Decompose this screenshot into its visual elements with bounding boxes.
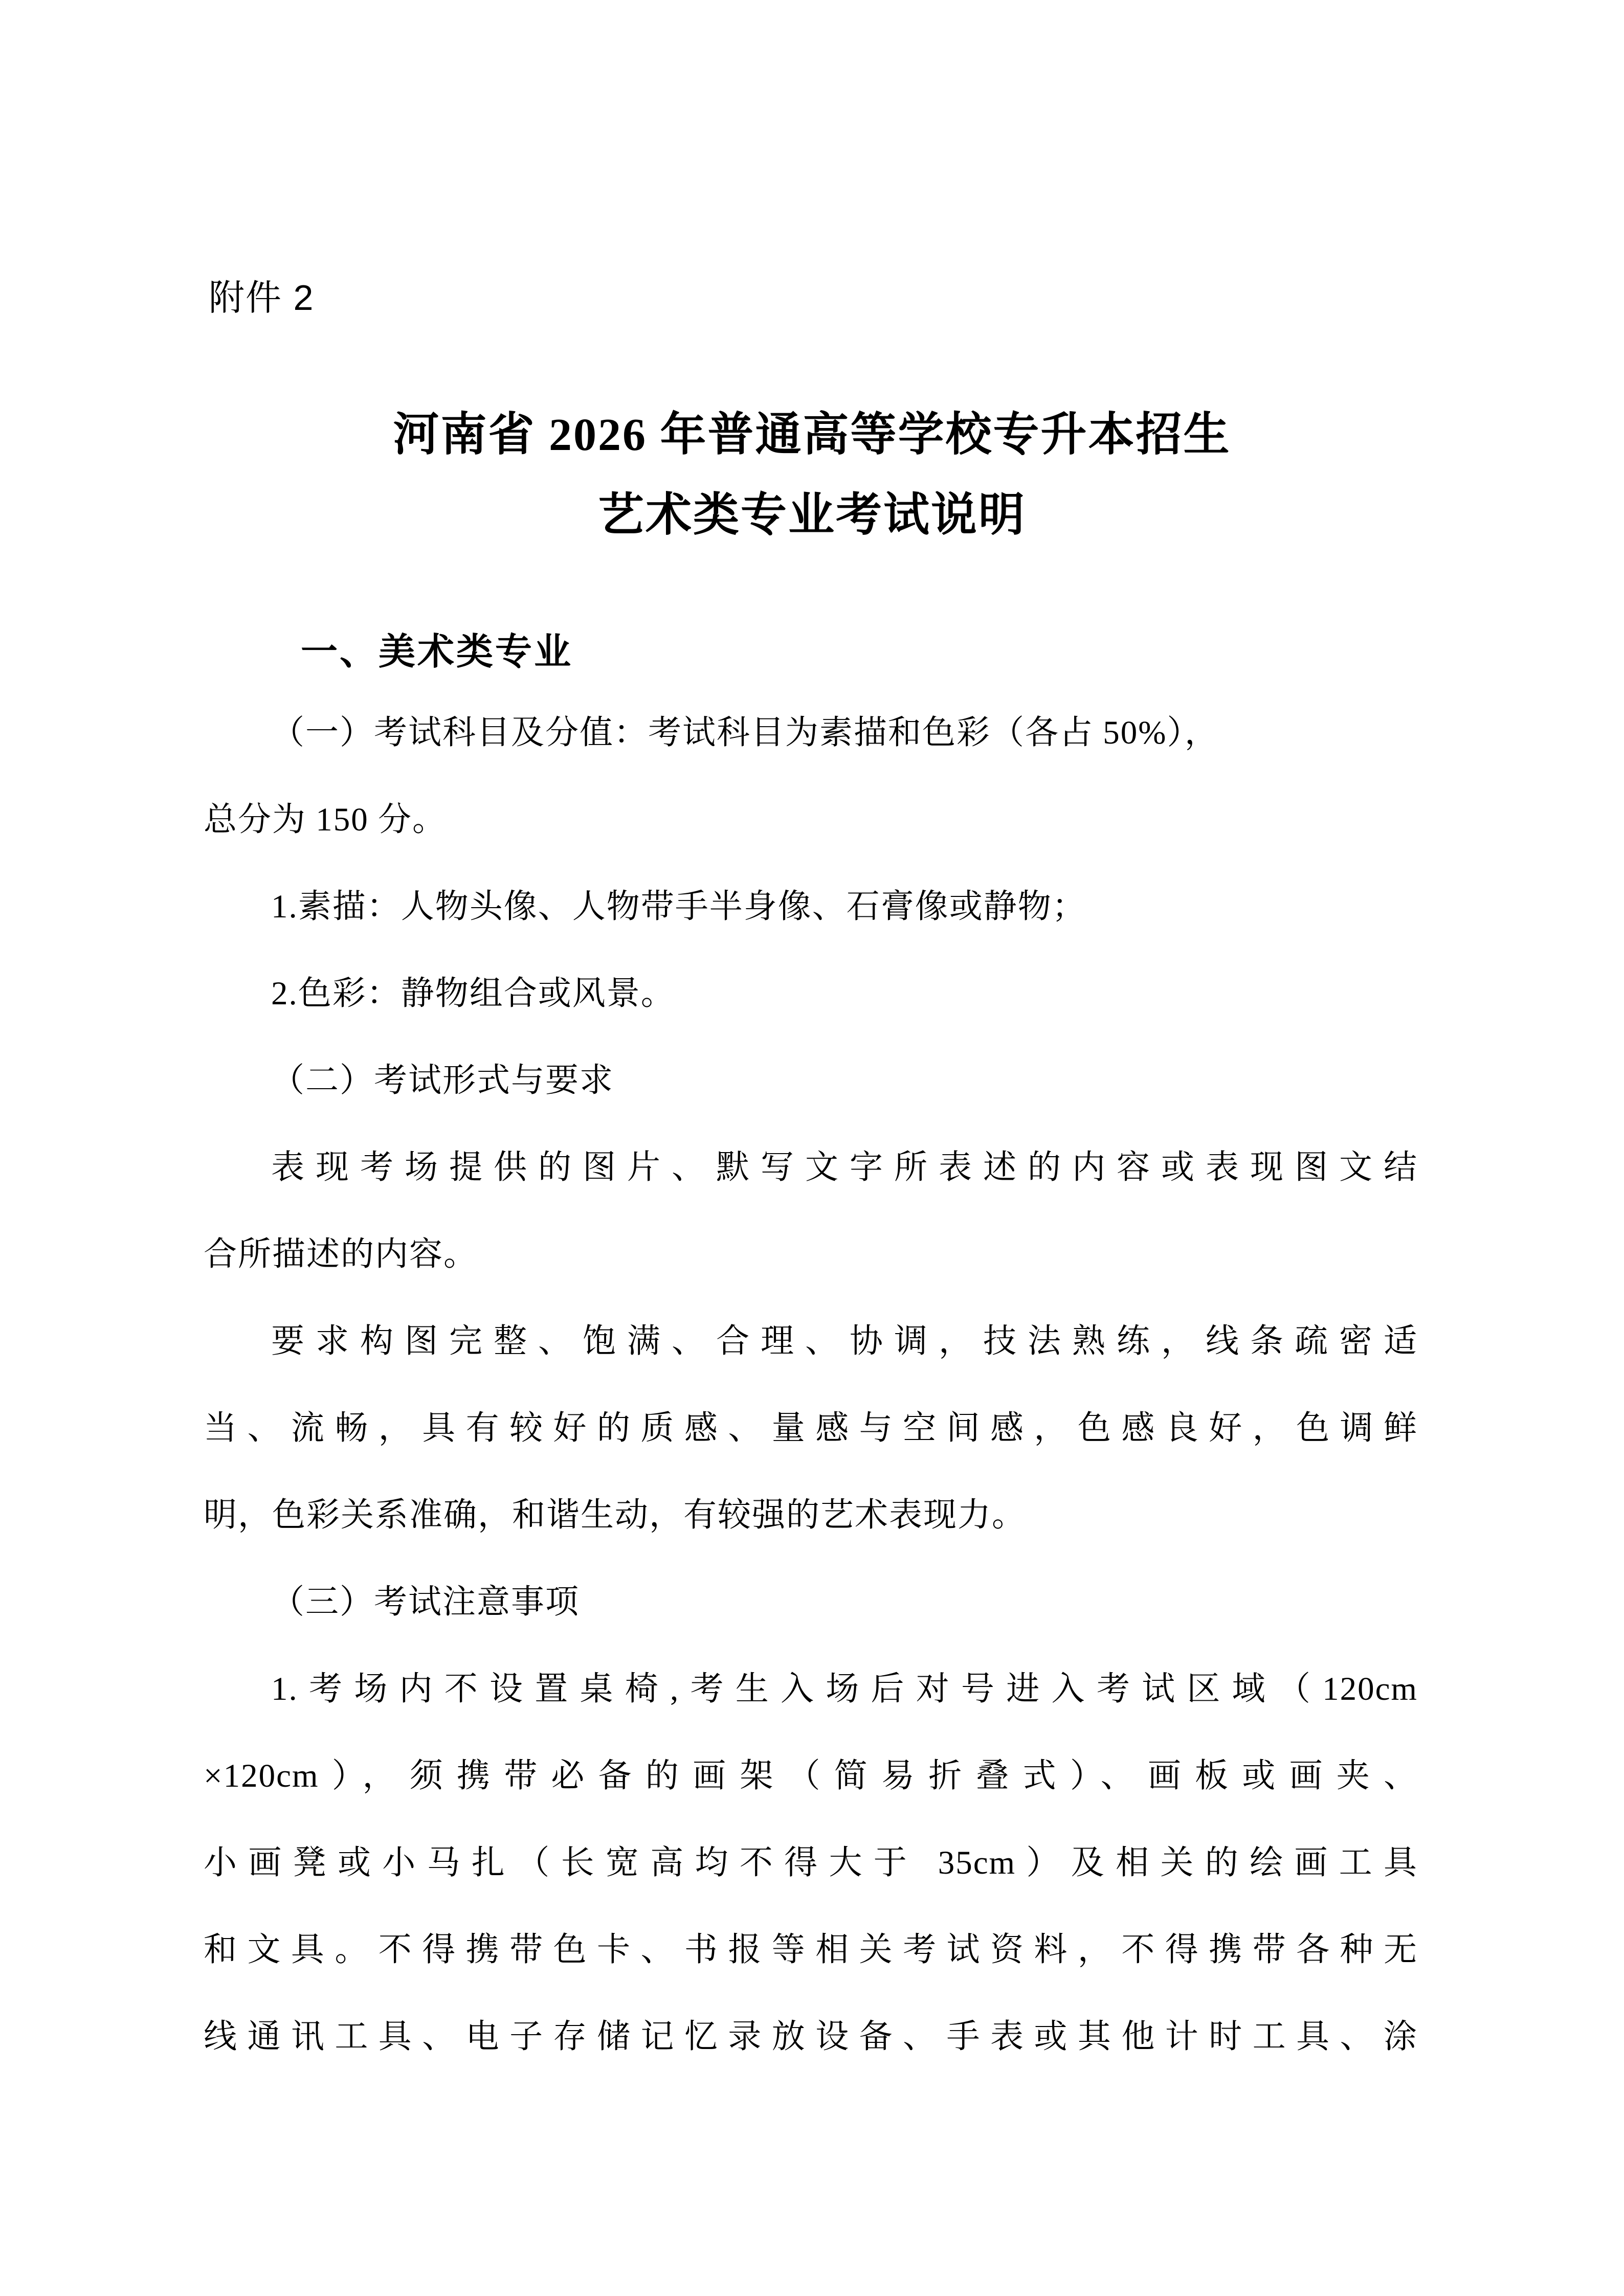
body-line: 明，色彩关系准确，和谐生动，有较强的艺术表现力。 (204, 1497, 1027, 1534)
body-line: 总分为 150 分。 (204, 801, 447, 838)
body-line: 1.考场内不设置桌椅,考生入场后对号进入考试区域（120cm (271, 1671, 1418, 1707)
body-line: 合所描述的内容。 (204, 1236, 478, 1273)
body-line: 线通讯工具、电子存储记忆录放设备、手表或其他计时工具、涂 (204, 2018, 1418, 2055)
body-line: 要求构图完整、饱满、合理、协调，技法熟练，线条疏密适 (271, 1323, 1418, 1360)
body-line: 当、流畅，具有较好的质感、量感与空间感，色感良好，色调鲜 (204, 1410, 1418, 1447)
body-line: （一）考试科目及分值：考试科目为素描和色彩（各占 50%）， (271, 714, 1219, 751)
body-line: 2.色彩：静物组合或风景。 (271, 975, 675, 1012)
body-line: 小画凳或小马扎（长宽高均不得大于 35cm）及相关的绘画工具 (204, 1844, 1418, 1881)
title-line-1: 河南省 2026 年普通高等学校专升本招生 (393, 410, 1231, 460)
section-heading-art-majors: 一、美术类专业 (301, 632, 573, 672)
body-line: 和文具。不得携带色卡、书报等相关考试资料，不得携带各种无 (204, 1931, 1418, 1968)
body-line: （二）考试形式与要求 (271, 1062, 614, 1099)
body-line: 1.素描：人物头像、人物带手半身像、石膏像或静物； (271, 888, 1086, 925)
document-body (204, 689, 1418, 2080)
body-line: ×120cm），须携带必备的画架（简易折叠式）、画板或画夹、 (204, 1758, 1418, 1794)
title-line-2: 艺术类专业考试说明 (598, 490, 1026, 541)
document-title (0, 395, 1624, 555)
body-line: 表现考场提供的图片、默写文字所表述的内容或表现图文结 (271, 1149, 1418, 1186)
attachment-label: 附件 2 (209, 278, 315, 318)
body-line: （三）考试注意事项 (271, 1584, 580, 1620)
